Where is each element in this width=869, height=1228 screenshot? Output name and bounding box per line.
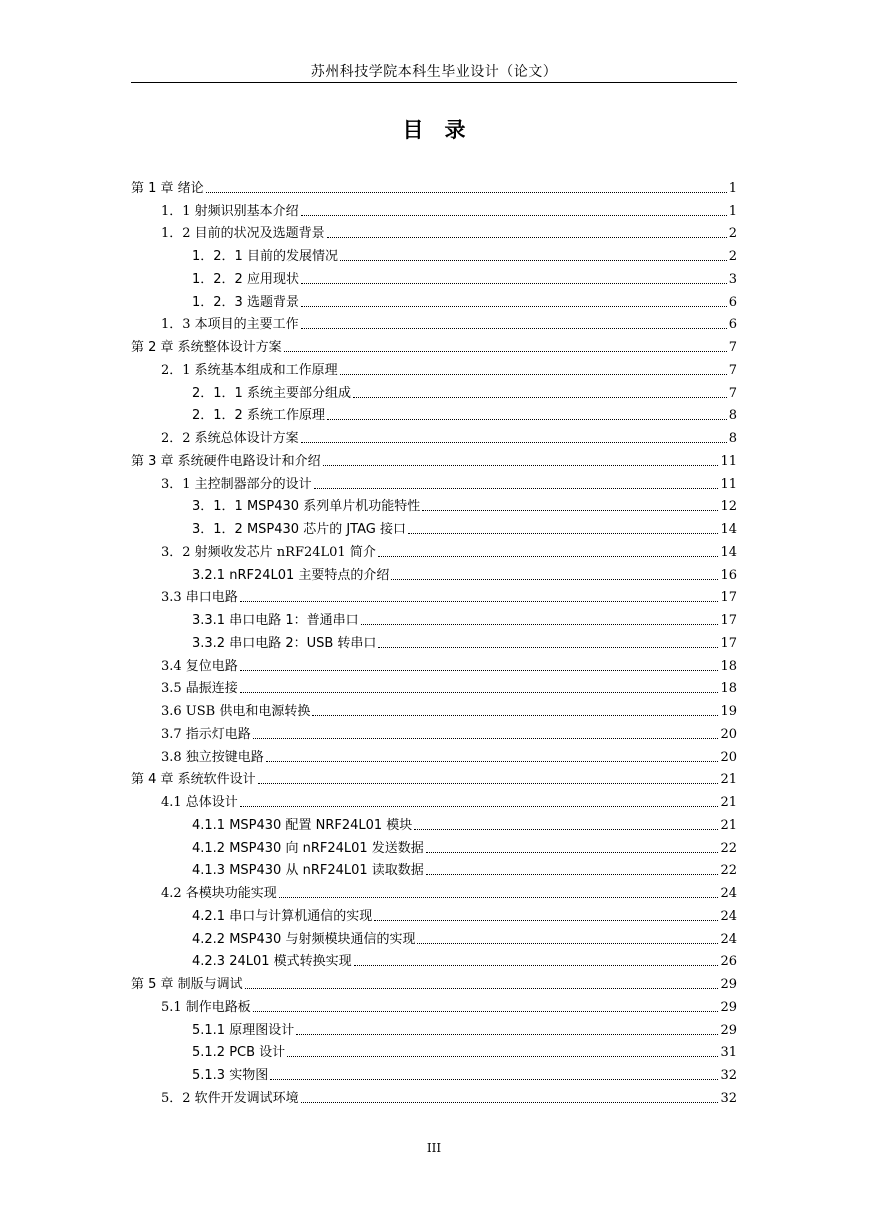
toc-entry[interactable] [131, 788, 737, 811]
toc-entry-label: 3.3.2 串口电路 2：USB 转串口 [192, 635, 377, 651]
toc-entry[interactable] [131, 333, 737, 356]
toc-leader-dots [206, 192, 727, 193]
toc-entry-page: 11 [720, 453, 737, 469]
toc-leader-dots [240, 806, 719, 807]
toc-entry-label: 4.1.2 MSP430 向 nRF24L01 发送数据 [192, 840, 424, 856]
toc-entry[interactable] [131, 675, 737, 698]
toc-leader-dots [408, 533, 718, 534]
running-header: 苏州科技学院本科生毕业设计（论文） [310, 64, 558, 80]
toc-entry[interactable] [131, 970, 737, 993]
toc-entry-label: 5.1.1 原理图设计 [192, 1022, 295, 1038]
toc-leader-dots [340, 374, 727, 375]
toc-leader-dots [301, 306, 727, 307]
toc-entry[interactable] [131, 697, 737, 720]
toc-entry[interactable] [131, 606, 737, 629]
toc-entry-page: 24 [720, 931, 737, 947]
toc-entry-label: 1．2 目前的状况及选题背景 [161, 226, 325, 242]
toc-leader-dots [426, 874, 719, 875]
toc-leader-dots [301, 442, 727, 443]
toc-entry[interactable] [131, 879, 737, 902]
toc-entry-label: 第 2 章 系统整体设计方案 [131, 340, 282, 355]
toc-entry-page: 6 [728, 317, 737, 333]
toc-leader-dots [253, 738, 719, 739]
toc-entry[interactable] [131, 447, 737, 470]
toc-entry[interactable] [131, 424, 737, 447]
toc-leader-dots [314, 488, 719, 489]
toc-entry[interactable] [131, 220, 737, 243]
toc-entry[interactable] [131, 493, 737, 516]
page-title: 目 录 [402, 118, 466, 142]
toc-entry-label: 2．2 系统总体设计方案 [161, 431, 299, 446]
toc-entry-label: 3．1．2 MSP430 芯片的 JTAG 接口 [192, 522, 406, 537]
toc-entry[interactable] [131, 561, 737, 584]
toc-entry-page: 32 [720, 1068, 737, 1083]
toc-entry-page: 21 [720, 795, 737, 810]
toc-entry-label: 1．3 本项目的主要工作 [161, 317, 299, 333]
toc-entry-label: 4.2 各模块功能实现 [161, 886, 277, 901]
toc-leader-dots [245, 988, 719, 989]
toc-entry-page: 3 [728, 271, 737, 287]
toc-entry[interactable] [131, 1039, 737, 1062]
toc-entry-label: 5.1.3 实物图 [192, 1068, 269, 1083]
toc-leader-dots [240, 670, 719, 671]
toc-entry-page: 29 [720, 999, 737, 1015]
toc-entry-page: 24 [720, 908, 737, 924]
toc-entry-page: 7 [728, 340, 737, 355]
toc-entry-page: 26 [720, 954, 737, 970]
toc-entry-page: 21 [720, 772, 737, 788]
toc-entry-label: 3.4 复位电路 [161, 658, 238, 674]
toc-leader-dots [312, 715, 718, 716]
toc-entry-page: 17 [720, 590, 737, 606]
toc-entry-page: 22 [720, 840, 737, 856]
toc-entry-label: 4.1 总体设计 [161, 795, 238, 810]
toc-entry-label: 4.1.1 MSP430 配置 NRF24L01 模块 [192, 817, 413, 833]
toc-leader-dots [301, 1102, 719, 1103]
toc-entry-label: 1．2．3 选题背景 [192, 294, 299, 310]
toc-entry-label: 4.2.2 MSP430 与射频模块通信的实现 [192, 931, 416, 947]
toc-entry[interactable] [131, 811, 737, 834]
toc-entry[interactable] [131, 584, 737, 607]
toc-leader-dots [240, 692, 719, 693]
toc-entry[interactable] [131, 288, 737, 311]
toc-entry[interactable] [131, 402, 737, 425]
table-of-contents [131, 174, 737, 1107]
toc-entry[interactable] [131, 902, 737, 925]
toc-entry-label: 第 4 章 系统软件设计 [131, 772, 256, 788]
toc-leader-dots [279, 897, 719, 898]
toc-leader-dots [301, 328, 727, 329]
toc-entry-page: 12 [720, 499, 737, 515]
toc-entry-label: 4.2.3 24L01 模式转换实现 [192, 954, 352, 970]
toc-entry-page: 29 [720, 977, 737, 992]
toc-leader-dots [391, 579, 718, 580]
toc-entry-label: 3．1．1 MSP430 系列单片机功能特性 [192, 499, 421, 515]
toc-leader-dots [354, 965, 719, 966]
toc-entry-label: 第 1 章 绪论 [131, 180, 204, 196]
header-rule [131, 82, 737, 83]
page-number: III [426, 1141, 442, 1155]
toc-entry[interactable] [131, 629, 737, 652]
toc-entry-page: 19 [720, 704, 737, 719]
toc-leader-dots [327, 419, 727, 420]
toc-leader-dots [426, 852, 719, 853]
toc-entry-page: 14 [720, 544, 737, 560]
toc-entry[interactable] [131, 470, 737, 493]
toc-entry[interactable] [131, 174, 737, 197]
toc-leader-dots [296, 1034, 718, 1035]
toc-leader-dots [422, 510, 718, 511]
toc-entry-label: 5.1.2 PCB 设计 [192, 1045, 286, 1061]
toc-leader-dots [417, 943, 718, 944]
toc-entry-page: 17 [720, 613, 737, 628]
toc-entry[interactable] [131, 356, 737, 379]
toc-entry-page: 2 [728, 249, 737, 264]
toc-leader-dots [361, 624, 719, 625]
toc-leader-dots [253, 1011, 719, 1012]
toc-entry-label: 第 3 章 系统硬件电路设计和介绍 [131, 453, 321, 469]
toc-entry[interactable] [131, 379, 737, 402]
toc-entry[interactable] [131, 948, 737, 971]
toc-entry[interactable] [131, 743, 737, 766]
toc-entry-page: 24 [720, 886, 737, 901]
toc-entry[interactable] [131, 242, 737, 265]
toc-entry-page: 22 [720, 863, 737, 879]
toc-entry-page: 7 [728, 385, 737, 401]
toc-leader-dots [270, 1079, 718, 1080]
toc-leader-dots [301, 215, 727, 216]
toc-entry-page: 8 [728, 408, 737, 424]
toc-entry-page: 29 [720, 1022, 737, 1038]
toc-entry-label: 3.3 串口电路 [161, 590, 238, 606]
toc-leader-dots [323, 465, 719, 466]
toc-entry[interactable] [131, 857, 737, 880]
toc-leader-dots [240, 601, 719, 602]
toc-entry[interactable] [131, 993, 737, 1016]
toc-leader-dots [378, 556, 719, 557]
toc-leader-dots [287, 1056, 718, 1057]
toc-entry[interactable] [131, 925, 737, 948]
toc-entry[interactable] [131, 834, 737, 857]
toc-entry-page: 2 [728, 226, 737, 242]
toc-entry-label: 3.8 独立按键电路 [161, 749, 264, 765]
toc-entry-page: 16 [720, 567, 737, 583]
toc-entry-label: 1．2．1 目前的发展情况 [192, 249, 338, 264]
toc-entry-page: 17 [720, 635, 737, 651]
toc-leader-dots [327, 237, 727, 238]
toc-entry-page: 20 [720, 726, 737, 742]
toc-leader-dots [301, 283, 727, 284]
toc-entry-label: 3.5 晶振连接 [161, 681, 238, 697]
toc-entry-label: 3.7 指示灯电路 [161, 726, 251, 742]
toc-entry-page: 1 [728, 203, 737, 219]
toc-entry[interactable] [131, 1084, 737, 1107]
toc-leader-dots [374, 920, 718, 921]
toc-leader-dots [353, 397, 727, 398]
toc-leader-dots [258, 783, 719, 784]
toc-entry[interactable] [131, 515, 737, 538]
toc-leader-dots [340, 260, 727, 261]
toc-leader-dots [266, 761, 719, 762]
toc-entry[interactable] [131, 197, 737, 220]
toc-leader-dots [284, 351, 727, 352]
toc-entry-label: 3．1 主控制器部分的设计 [161, 476, 312, 492]
toc-entry-page: 32 [720, 1090, 737, 1106]
toc-entry[interactable] [131, 538, 737, 561]
toc-entry[interactable] [131, 1061, 737, 1084]
toc-entry-page: 31 [720, 1045, 737, 1061]
toc-entry-label: 3．2 射频收发芯片 nRF24L01 简介 [161, 544, 376, 560]
toc-entry-page: 11 [720, 476, 737, 492]
toc-leader-dots [414, 829, 718, 830]
toc-entry-page: 18 [720, 681, 737, 697]
toc-entry-label: 3.3.1 串口电路 1：普通串口 [192, 613, 359, 628]
toc-entry-label: 5．2 软件开发调试环境 [161, 1090, 299, 1106]
toc-entry-label: 3.6 USB 供电和电源转换 [161, 704, 311, 719]
toc-entry[interactable] [131, 311, 737, 334]
toc-entry[interactable] [131, 766, 737, 789]
toc-entry[interactable] [131, 720, 737, 743]
toc-entry-page: 1 [728, 180, 737, 196]
toc-entry-page: 18 [720, 658, 737, 674]
toc-entry-label: 第 5 章 制版与调试 [131, 977, 243, 992]
toc-entry-label: 4.2.1 串口与计算机通信的实现 [192, 908, 373, 924]
toc-entry-label: 2．1 系统基本组成和工作原理 [161, 362, 338, 378]
toc-entry-page: 7 [728, 362, 737, 378]
toc-entry-page: 21 [720, 817, 737, 833]
toc-entry-label: 2．1．2 系统工作原理 [192, 408, 325, 424]
toc-entry-page: 20 [720, 749, 737, 765]
toc-entry-page: 14 [720, 522, 737, 537]
toc-entry[interactable] [131, 1016, 737, 1039]
toc-entry-label: 1．1 射频识别基本介绍 [161, 203, 299, 219]
toc-entry-page: 6 [728, 294, 737, 310]
toc-leader-dots [378, 647, 718, 648]
toc-entry-label: 1．2．2 应用现状 [192, 271, 299, 287]
toc-entry[interactable] [131, 652, 737, 675]
toc-entry-label: 2．1．1 系统主要部分组成 [192, 385, 351, 401]
toc-entry-page: 8 [728, 431, 737, 446]
toc-entry-label: 5.1 制作电路板 [161, 999, 251, 1015]
toc-entry-label: 4.1.3 MSP430 从 nRF24L01 读取数据 [192, 863, 424, 879]
toc-entry[interactable] [131, 265, 737, 288]
toc-entry-label: 3.2.1 nRF24L01 主要特点的介绍 [192, 567, 390, 583]
